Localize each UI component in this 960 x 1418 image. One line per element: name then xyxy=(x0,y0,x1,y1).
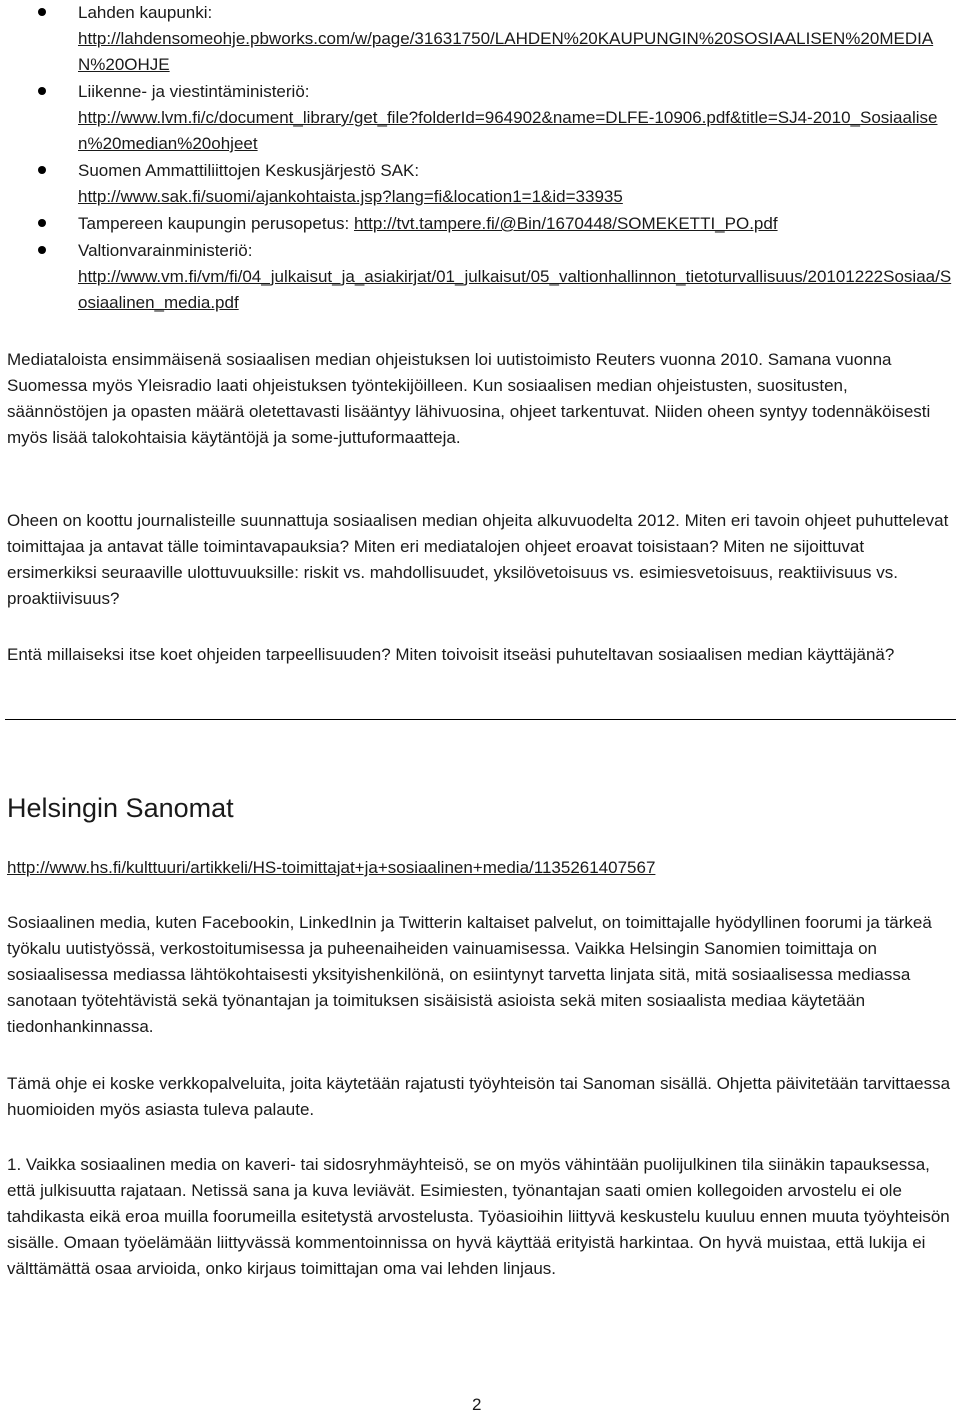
source-list xyxy=(38,0,953,316)
intro-paragraph: Oheen on koottu journalisteille suunnattuja sosiaalisen median ohjeita alkuvuodelta 2012. Miten eri tavoin ohjeet puhuttelevat toimittajaa ja antavat tälle toimintavapauksia? Miten eri mediatalojen ohjeet eroavat toisistaan? Miten ne sijoittuvat ersimerkiksi seuraaville ulottuvuuksille: riskit vs. mahdollisuudet, yksilövetoisuus vs. esimiesvetoisuus, reaktiivisuus vs. proaktiivisuus? xyxy=(7,511,949,608)
section-heading: Helsingin Sanomat xyxy=(7,793,234,823)
section-paragraph: 1. Vaikka sosiaalinen media on kaveri- tai sidosryhmäyhteisö, se on myös vähintään puolijulkinen tila siinäkin tapauksessa, että julkisuutta rajataan. Netissä sana ja kuva leviävät. Esimiesten, työnantajan saati omien kollegoiden arvostelu ei ole tahdikasta eikä eroa muilla foorumeilla esitetystä arvostelusta. Työasioihin liittyvä keskustelu kuuluu ennen muuta työyhteisön sisälle. Omaan työelämään liittyvässä kommentoinnissa on hyvä käyttää erityistä harkintaa. On hyvä muistaa, että lukija ei välttämättä osaa arvioida, onko kirjaus toimittajan oma vai lehden linjaus. xyxy=(7,1155,950,1278)
source-link[interactable]: http://www.sak.fi/suomi/ajankohtaista.jsp?lang=fi&location1=1&id=33935 xyxy=(78,187,623,206)
section-paragraph: Tämä ohje ei koske verkkopalveluita, joita käytetään rajatusti työyhteisön tai Sanoman sisällä. Ohjetta päivitetään tarvittaessa huomioiden myös asiasta tuleva palaute. xyxy=(7,1074,951,1119)
bullet-icon xyxy=(38,246,46,254)
section-source-link[interactable]: http://www.hs.fi/kulttuuri/artikkeli/HS-toimittajat+ja+sosiaalinen+media/1135261407567 xyxy=(7,858,656,877)
intro-paragraph: Entä millaiseksi itse koet ohjeiden tarpeellisuuden? Miten toivoisit itseäsi puhuteltavan sosiaalisen median käyttäjänä? xyxy=(7,645,895,664)
source-item-sak xyxy=(38,158,953,210)
source-link[interactable]: http://www.vm.fi/vm/fi/04_julkaisut_ja_asiakirjat/01_julkaisut/05_valtionhallinnon_tietoturvallisuus/20101222Sosiaa/Sosiaalinen_media.pdf xyxy=(78,267,952,312)
source-item-tampere xyxy=(38,211,953,237)
bullet-icon xyxy=(38,219,46,227)
source-label: Liikenne- ja viestintäministeriö: xyxy=(78,82,310,101)
source-item-lahti xyxy=(38,0,953,78)
page-number: 2 xyxy=(472,1395,482,1414)
source-label: Valtionvarainministeriö: xyxy=(78,241,253,260)
source-label: Lahden kaupunki: xyxy=(78,3,213,22)
source-link[interactable]: http://tvt.tampere.fi/@Bin/1670448/SOMEKETTI_PO.pdf xyxy=(353,214,778,233)
section-paragraph: Sosiaalinen media, kuten Facebookin, LinkedInin ja Twitterin kaltaiset palvelut, on toimittajalle hyödyllinen foorumi ja tärkeä työkalu uutistyössä, verkostoitumisessa ja puheenaiheiden vainuamisessa. Vaikka Helsingin Sanomien toimittaja on sosiaalisessa mediassa lähtökohtaisesti yksityishenkilönä, on esiintynyt tarvetta linjata sitä, mitä sosiaalisessa mediassa sanotaan työtehtävistä sekä työnantajan ja toimituksen sisäisistä asioista sekä miten sosiaalista mediaa käytetään tiedonhankinnassa. xyxy=(7,913,932,1036)
bullet-icon xyxy=(38,8,46,16)
source-link[interactable]: http://lahdensomeohje.pbworks.com/w/page/31631750/LAHDEN%20KAUPUNGIN%20SOSIAALISEN%20MEDIAN%20OHJE xyxy=(78,29,934,74)
source-item-vm xyxy=(38,238,953,316)
section-divider xyxy=(5,719,956,720)
source-label: Suomen Ammattiliittojen Keskusjärjestö SAK: xyxy=(78,161,420,180)
bullet-icon xyxy=(38,166,46,174)
source-link[interactable]: http://www.lvm.fi/c/document_library/get_file?folderId=964902&name=DLFE-10906.pdf&title=SJ4-2010_Sosiaalisen%20median%20ohjeet xyxy=(78,108,938,153)
source-label: Tampereen kaupungin perusopetus: xyxy=(78,214,350,233)
source-item-lvm xyxy=(38,79,953,157)
bullet-icon xyxy=(38,87,46,95)
intro-paragraph: Mediataloista ensimmäisenä sosiaalisen median ohjeistuksen loi uutistoimisto Reuters vuonna 2010. Samana vuonna Suomessa myös Yleisradio laati ohjeistuksen työntekijöilleen. Kun sosiaalisen median ohjeistusten, suositusten, säännöstöjen ja opasten määrä oletettavasti lisääntyy lähivuosina, ohjeet tarkentuvat. Niiden oheen syntyy todennäköisesti myös lisää talokohtaisia käytäntöjä ja some-juttuformaatteja. xyxy=(7,350,931,447)
